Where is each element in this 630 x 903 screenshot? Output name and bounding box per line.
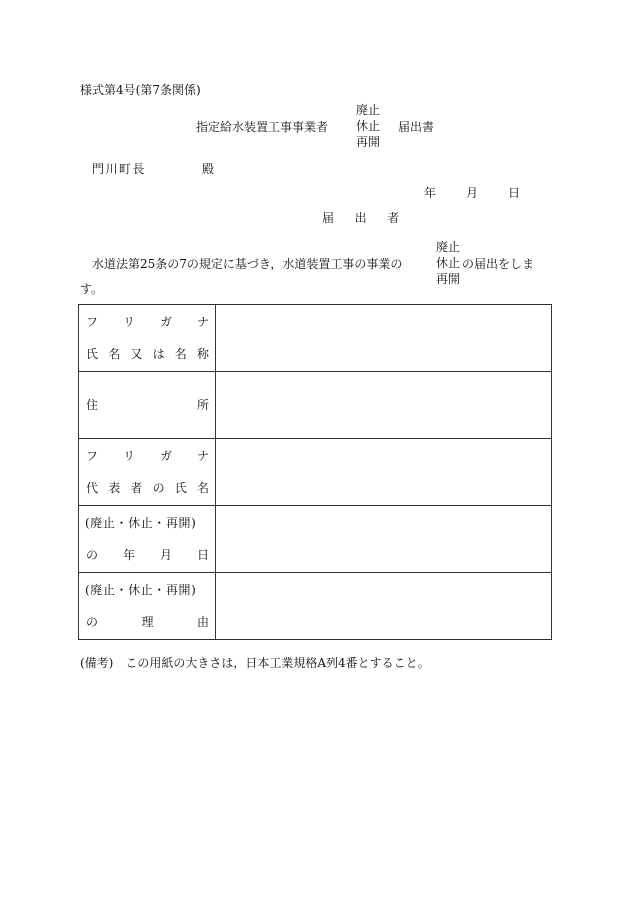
- form-row-value[interactable]: [216, 439, 552, 506]
- form-row-value[interactable]: [216, 372, 552, 439]
- form-label-char: の: [86, 548, 99, 562]
- form-row: [79, 372, 552, 439]
- form-label-char: リ: [122, 315, 135, 329]
- form-label-char: 名: [196, 481, 209, 495]
- form-row-value[interactable]: [216, 506, 552, 573]
- form-row-label: [79, 439, 216, 506]
- body-text-after: の届出をしま: [462, 257, 535, 271]
- form-label-line: [79, 449, 215, 463]
- form-label-char: 者: [130, 481, 143, 495]
- title-suffix: 届出書: [398, 120, 435, 134]
- form-row-label: [79, 372, 216, 439]
- form-label-char: 日: [196, 548, 209, 562]
- form-label-char: 名: [174, 347, 187, 361]
- form-row: [79, 439, 552, 506]
- form-row: [79, 305, 552, 372]
- form-label-char: 代: [86, 481, 99, 495]
- body-text-line2: す。: [80, 282, 104, 296]
- form-row-label: [79, 506, 216, 573]
- form-label-char: の: [152, 481, 165, 495]
- form-label-char: フ: [86, 315, 99, 329]
- form-label-paren: (廃止・休止・再開): [85, 583, 197, 597]
- title-option-suspend: 休止: [356, 119, 381, 133]
- body-option-abolish: 廃止: [436, 240, 461, 254]
- form-label-char: 称: [196, 347, 209, 361]
- form-label-char: は: [152, 347, 165, 361]
- body-option-resume: 再開: [436, 272, 461, 286]
- form-label-char: の: [86, 615, 99, 629]
- note: (備考) この用紙の大きさは，日本工業規格A列4番とすること。: [80, 656, 430, 670]
- addressee-name: 門川町長: [92, 162, 146, 176]
- form-label-char: 氏: [86, 347, 99, 361]
- date-month-label: 月: [465, 186, 478, 200]
- form-label-line: [79, 481, 215, 495]
- form-label-char: 所: [196, 398, 209, 412]
- form-label-char: 住: [86, 398, 99, 412]
- form-label-line: [79, 347, 215, 361]
- body-text-before: 水道法第25条の7の規定に基づき，水道装置工事の事業の: [92, 257, 403, 271]
- form-row-value[interactable]: [216, 305, 552, 372]
- form-label-char: フ: [86, 449, 99, 463]
- form-label-line: [79, 398, 215, 412]
- form-row-value[interactable]: [216, 573, 552, 640]
- form-label-char: 表: [108, 481, 121, 495]
- form-table: [78, 304, 552, 640]
- form-label-char: ガ: [159, 449, 172, 463]
- form-row-label: [79, 573, 216, 640]
- form-label-line: [79, 315, 215, 329]
- form-label-char: 由: [196, 615, 209, 629]
- title-option-abolish: 廃止: [356, 103, 381, 117]
- form-row: [79, 573, 552, 640]
- form-label-char: ナ: [196, 449, 209, 463]
- form-label-char: リ: [122, 449, 135, 463]
- form-label-char: 理: [141, 615, 154, 629]
- form-label-line: [79, 615, 215, 629]
- body-option-suspend: 休止: [436, 256, 461, 270]
- date-line: [424, 187, 520, 199]
- date-year-label: 年: [424, 186, 437, 200]
- title-options-stack: [356, 104, 380, 152]
- form-row-label: [79, 305, 216, 372]
- form-label-char: 又: [130, 347, 143, 361]
- form-label-char: 名: [108, 347, 121, 361]
- form-label-char: 氏: [174, 481, 187, 495]
- form-label-char: 年: [122, 548, 135, 562]
- form-row: [79, 506, 552, 573]
- form-label-paren: (廃止・休止・再開): [85, 516, 197, 530]
- body-options-stack: [436, 241, 460, 289]
- title-prefix: 指定給水装置工事事業者: [196, 120, 329, 134]
- form-label-line: [79, 548, 215, 562]
- date-day-label: 日: [507, 186, 520, 200]
- form-label-char: ガ: [159, 315, 172, 329]
- addressee-honorific: 殿: [202, 162, 215, 176]
- form-label-char: ナ: [196, 315, 209, 329]
- form-label-char: 月: [159, 548, 172, 562]
- title-option-resume: 再開: [356, 135, 381, 149]
- notifier-label: 届 出 者: [322, 211, 408, 225]
- form-number: 様式第4号(第7条関係): [80, 83, 201, 97]
